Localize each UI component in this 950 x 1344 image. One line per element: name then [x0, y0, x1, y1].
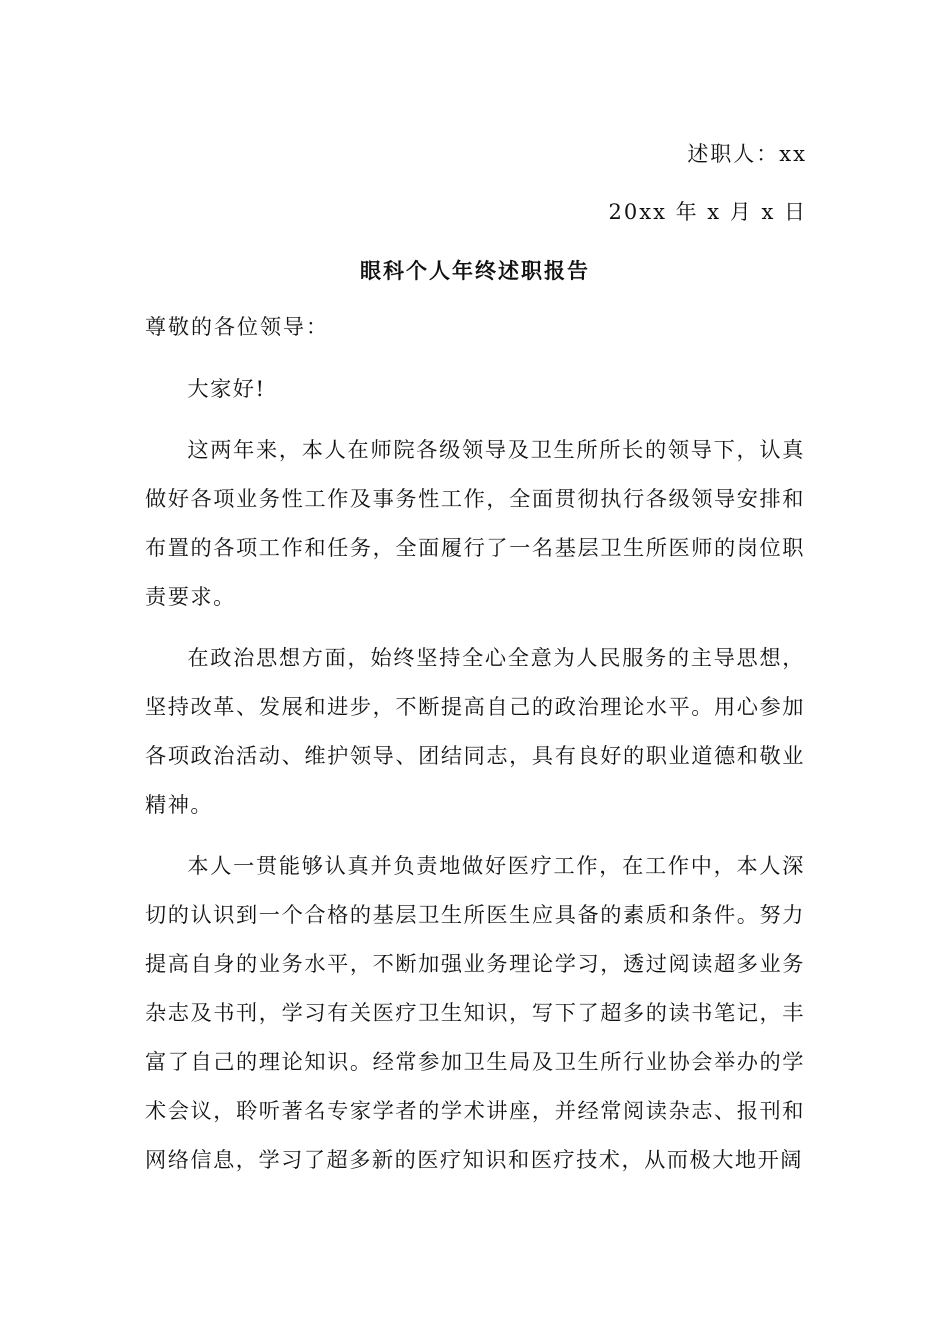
paragraph-politics: 在政治思想方面，始终坚持全心全意为人民服务的主导思想，坚持改革、发展和进步，不断提高自己的政治理论水平。用心参加各项政治活动、维护领导、团结同志，具有良好的职业道德和敬业精神。	[145, 645, 805, 817]
document-title: 眼科个人年终述职报告	[360, 258, 590, 283]
body-text	[145, 364, 805, 1196]
salutation: 尊敬的各位领导：	[145, 315, 329, 339]
signer-line: 述职人：xx	[687, 142, 807, 166]
report-date: 20xx 年 x 月 x 日	[608, 200, 807, 224]
paragraph-intro: 这两年来，本人在师院各级领导及卫生所所长的领导下，认真做好各项业务性工作及事务性工作，全面贯彻执行各级领导安排和布置的各项工作和任务，全面履行了一名基层卫生所医师的岗位职责要求。	[145, 437, 805, 609]
paragraph-greeting: 大家好!	[187, 376, 266, 401]
paragraph-medical-work: 本人一贯能够认真并负责地做好医疗工作，在工作中，本人深切的认识到一个合格的基层卫生所医生应具备的素质和条件。努力提高自身的业务水平，不断加强业务理论学习，透过阅读超多业务杂志及书刊，学习有关医疗卫生知识，写下了超多的读书笔记，丰富了自己的理论知识。经常参加卫生局及卫生所行业协会举办的学术会议，聆听著名专家学者的学术讲座，并经常阅读杂志、报刊和网络信息，学习了超多新的医疗知识和医疗技术，从而极大地开阔	[145, 853, 805, 1172]
